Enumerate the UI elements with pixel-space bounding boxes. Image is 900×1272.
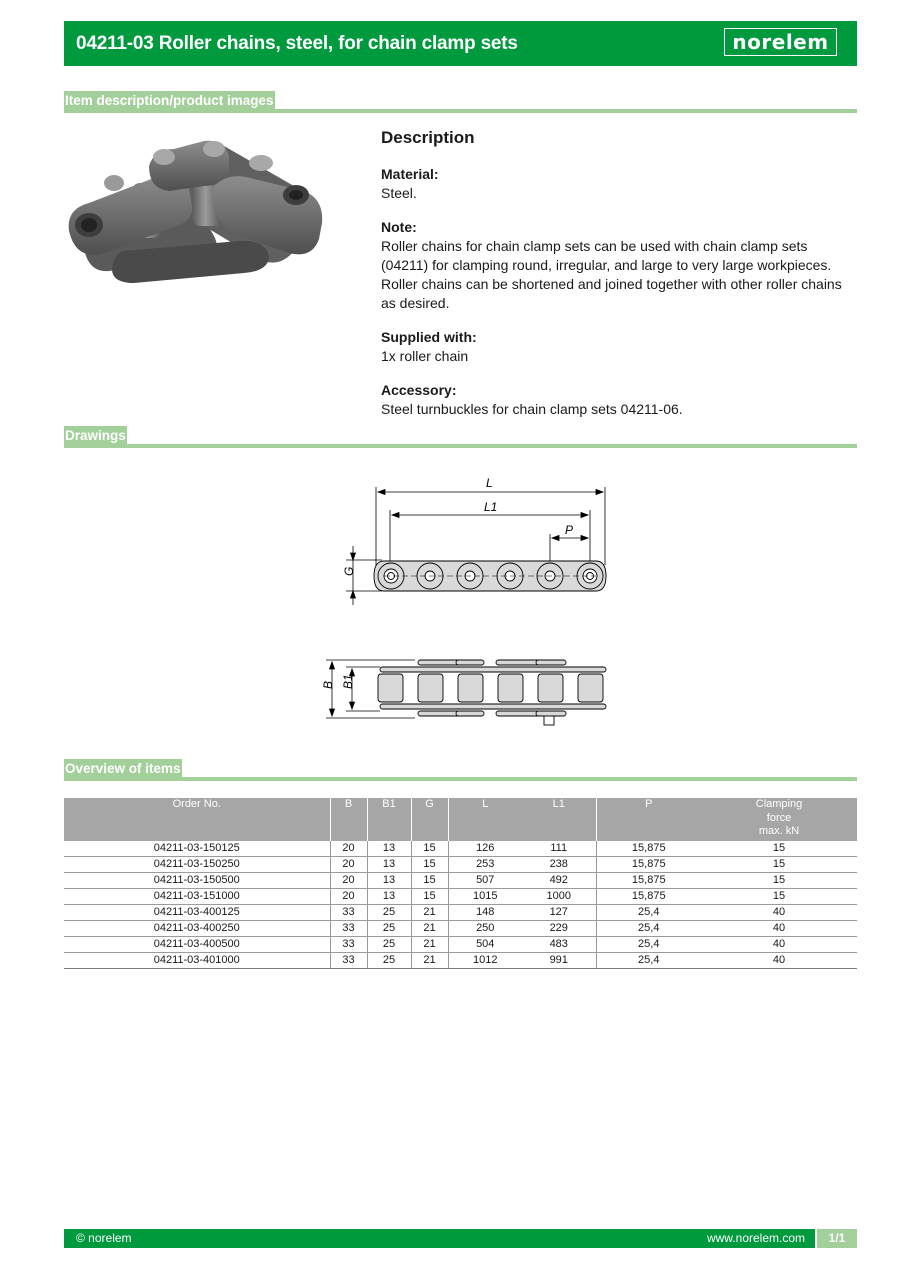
col-header-b: B (330, 798, 367, 841)
cell-g: 15 (411, 873, 448, 889)
cell-p: 15,875 (596, 841, 701, 857)
note-label: Note: (381, 219, 417, 235)
section-rule (64, 109, 857, 113)
cell-l: 148 (448, 905, 522, 921)
cell-clamping-force: 15 (701, 873, 857, 889)
cell-order-no: 04211-03-150500 (64, 873, 330, 889)
cell-l: 250 (448, 921, 522, 937)
col-header-b1: B1 (367, 798, 411, 841)
cell-b1: 13 (367, 873, 411, 889)
col-header-clamping-force (701, 798, 857, 841)
section-rule (64, 777, 857, 781)
supplied-label: Supplied with: (381, 329, 477, 345)
header-bar (64, 21, 857, 66)
cell-l: 507 (448, 873, 522, 889)
table-header-row (64, 798, 857, 841)
note-block (381, 218, 857, 313)
cell-p: 15,875 (596, 857, 701, 873)
cell-l: 253 (448, 857, 522, 873)
cell-b: 33 (330, 921, 367, 937)
cell-l1: 1000 (522, 889, 596, 905)
cell-p: 15,875 (596, 889, 701, 905)
table-row (64, 873, 857, 889)
cell-g: 21 (411, 937, 448, 953)
cell-p: 25,4 (596, 905, 701, 921)
cell-p: 25,4 (596, 953, 701, 969)
col-header-l: L (448, 798, 522, 841)
dim-label-L: L (486, 476, 493, 490)
cell-clamping-force: 15 (701, 841, 857, 857)
cell-clamping-force: 40 (701, 937, 857, 953)
col-header-order-no: Order No. (64, 798, 330, 841)
cell-clamping-force: 40 (701, 905, 857, 921)
material-block (381, 165, 857, 203)
table-row (64, 953, 857, 969)
section-overview (64, 759, 857, 781)
description-heading: Description (381, 128, 475, 147)
cell-l1: 127 (522, 905, 596, 921)
logo-text: norelem (732, 30, 829, 54)
footer-copyright: © norelem (76, 1231, 132, 1245)
technical-drawing (300, 470, 630, 732)
dim-label-P: P (565, 523, 574, 537)
cell-b1: 25 (367, 905, 411, 921)
material-label: Material: (381, 166, 439, 182)
section-rule (64, 444, 857, 448)
accessory-block (381, 381, 857, 419)
accessory-value: Steel turnbuckles for chain clamp sets 04211-06. (381, 401, 683, 417)
page-number: 1/1 (815, 1229, 857, 1248)
table-row (64, 857, 857, 873)
section-title: Drawings (64, 426, 127, 446)
cell-l1: 492 (522, 873, 596, 889)
cell-p: 15,875 (596, 873, 701, 889)
clamp-header-line: force (766, 811, 792, 824)
cell-g: 15 (411, 889, 448, 905)
items-table (64, 798, 857, 969)
cell-b: 20 (330, 857, 367, 873)
cell-l: 1015 (448, 889, 522, 905)
section-item-description (64, 91, 857, 113)
cell-g: 15 (411, 857, 448, 873)
cell-b: 33 (330, 905, 367, 921)
cell-b1: 13 (367, 889, 411, 905)
supplied-value: 1x roller chain (381, 348, 469, 364)
cell-l: 504 (448, 937, 522, 953)
table-body (64, 841, 857, 969)
cell-b: 33 (330, 953, 367, 969)
cell-clamping-force: 40 (701, 953, 857, 969)
cell-g: 15 (411, 841, 448, 857)
table-row (64, 841, 857, 857)
dim-label-B: B (321, 680, 335, 689)
cell-l1: 229 (522, 921, 596, 937)
col-header-g: G (411, 798, 448, 841)
cell-p: 25,4 (596, 921, 701, 937)
cell-g: 21 (411, 953, 448, 969)
cell-p: 25,4 (596, 937, 701, 953)
dim-label-G: G (342, 566, 356, 576)
accessory-label: Accessory: (381, 382, 457, 398)
footer-url-link[interactable]: www.norelem.com (706, 1231, 805, 1245)
cell-l1: 111 (522, 841, 596, 857)
supplied-block (381, 328, 857, 366)
cell-b1: 25 (367, 921, 411, 937)
material-value: Steel. (381, 185, 417, 201)
description-block (381, 128, 857, 434)
note-value: Roller chains for chain clamp sets can be used with chain clamp sets (04211) for clamping round, irregular, and large to very large workpieces. Roller chains can be shortened and joined together with other roller chains as desired. (381, 238, 842, 311)
cell-clamping-force: 40 (701, 921, 857, 937)
norelem-logo (724, 28, 837, 56)
cell-l1: 483 (522, 937, 596, 953)
cell-order-no: 04211-03-150250 (64, 857, 330, 873)
table-row (64, 921, 857, 937)
section-title: Item description/product images (64, 91, 275, 111)
cell-order-no: 04211-03-400500 (64, 937, 330, 953)
cell-order-no: 04211-03-401000 (64, 953, 330, 969)
cell-b: 20 (330, 873, 367, 889)
cell-order-no: 04211-03-400250 (64, 921, 330, 937)
cell-b1: 13 (367, 857, 411, 873)
table-row (64, 937, 857, 953)
clamp-header-line: max. kN (758, 825, 800, 837)
cell-l: 126 (448, 841, 522, 857)
page-title: 04211-03 Roller chains, steel, for chain clamp sets (76, 33, 518, 54)
cell-b: 20 (330, 841, 367, 857)
table-row (64, 905, 857, 921)
cell-l: 1012 (448, 953, 522, 969)
cell-l1: 238 (522, 857, 596, 873)
cell-b: 33 (330, 937, 367, 953)
section-drawings (64, 426, 857, 448)
dim-label-B1: B1 (341, 674, 355, 689)
cell-order-no: 04211-03-151000 (64, 889, 330, 905)
roller-chain-product-image (64, 131, 326, 291)
cell-order-no: 04211-03-400125 (64, 905, 330, 921)
table-row (64, 889, 857, 905)
col-header-l1: L1 (522, 798, 596, 841)
section-title: Overview of items (64, 759, 182, 779)
cell-g: 21 (411, 921, 448, 937)
cell-clamping-force: 15 (701, 857, 857, 873)
cell-order-no: 04211-03-150125 (64, 841, 330, 857)
clamp-header-line: Clamping (755, 798, 803, 810)
dim-label-L1: L1 (484, 500, 498, 514)
col-header-p: P (596, 798, 701, 841)
cell-g: 21 (411, 905, 448, 921)
cell-clamping-force: 15 (701, 889, 857, 905)
cell-l1: 991 (522, 953, 596, 969)
cell-b1: 13 (367, 841, 411, 857)
footer-bar (64, 1229, 857, 1248)
cell-b: 20 (330, 889, 367, 905)
cell-b1: 25 (367, 937, 411, 953)
cell-b1: 25 (367, 953, 411, 969)
